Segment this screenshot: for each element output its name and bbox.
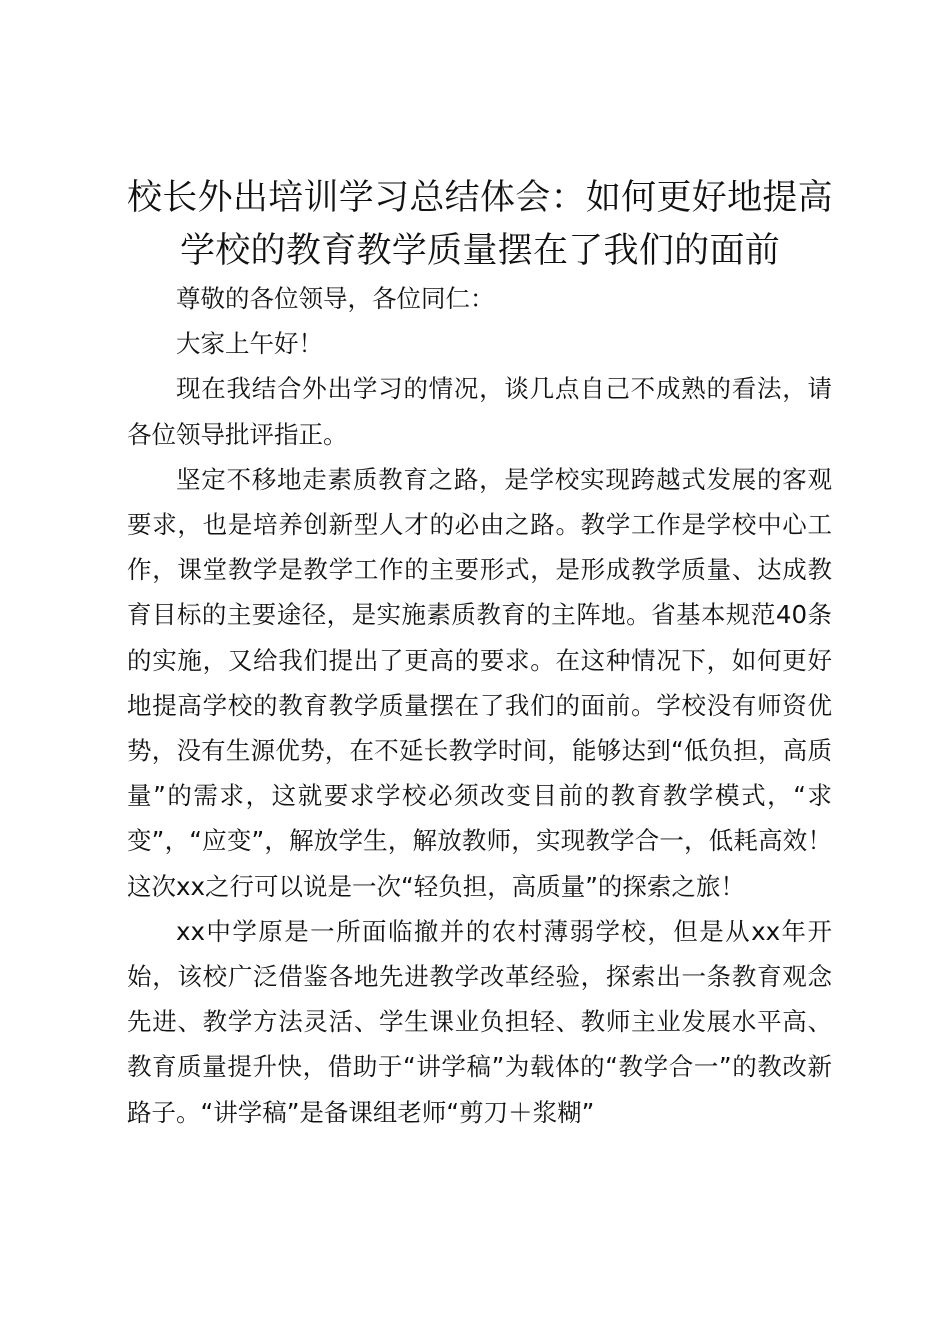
paragraph-school-reform: xx中学原是一所面临撤并的农村薄弱学校，但是从xx年开始，该校广泛借鉴各地先进教学改革经验，探索出一条教育观念先进、教学方法灵活、学生课业负担轻、教师主业发展水平高、教育质量提升快，借助于“讲学稿”为载体的“教学合一”的教改新路子。“讲学稿”是备课组老师“剪刀＋浆糊”	[127, 916, 832, 1127]
salutation: 尊敬的各位领导，各位同仁：	[176, 284, 495, 313]
paragraph-intro: 现在我结合外出学习的情况，谈几点自己不成熟的看法，请各位领导批评指正。	[127, 374, 832, 449]
title-line-2: 学校的教育教学质量摆在了我们的面前	[179, 231, 781, 271]
paragraph-quality-education: 坚定不移地走素质教育之路，是学校实现跨越式发展的客观要求，也是培养创新型人才的必由之路。教学工作是学校中心工作，课堂教学是教学工作的主要形式，是形成教学质量、达成教育目标的主要途径，是实施素质教育的主阵地。省基本规范40条的实施，又给我们提出了更高的要求。在这种情况下，如何更好地提高学校的教育教学质量摆在了我们的面前。学校没有师资优势，没有生源优势，在不延长教学时间，能够达到“低负担，高质量”的需求，这就要求学校必须改变目前的教育教学模式，“求变”，“应变”，解放学生，解放教师，实现教学合一，低耗高效！这次xx之行可以说是一次“轻负担，高质量”的探索之旅！	[127, 464, 832, 901]
document-body	[127, 276, 832, 1135]
greeting: 大家上午好！	[176, 329, 323, 359]
title-line-1: 校长外出培训学习总结体会：如何更好地提高	[126, 178, 833, 218]
document-title	[110, 172, 850, 278]
